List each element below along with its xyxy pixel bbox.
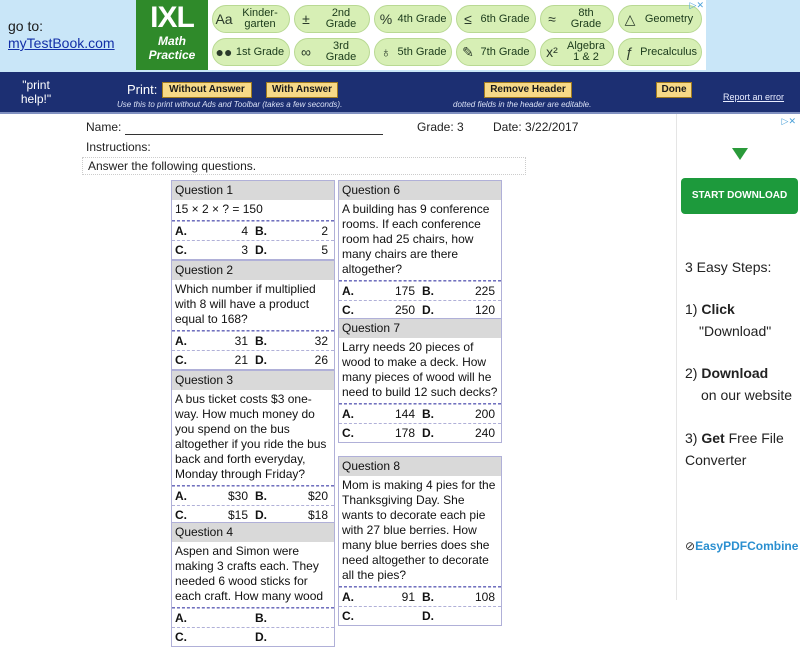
answer-value: $15 xyxy=(227,508,248,522)
down-arrow-icon xyxy=(732,148,748,160)
start-download-button[interactable]: START DOWNLOAD xyxy=(681,178,798,214)
question-box xyxy=(338,180,502,320)
ad-step-1-detail: "Download" xyxy=(699,323,772,339)
ad-step-3 xyxy=(685,427,797,471)
answer-value: 200 xyxy=(474,407,495,421)
answer-letter: A. xyxy=(175,489,187,503)
grade-link-label: 5th Grade xyxy=(397,45,447,58)
answer-value: $18 xyxy=(307,508,328,522)
ixl-logo-subtitle: Math Practice xyxy=(148,34,196,62)
question-box xyxy=(171,180,335,260)
ad-brand-name: EasyPDFCombine xyxy=(695,539,799,553)
question-title: Question 8 xyxy=(339,457,501,476)
grade-link-7[interactable] xyxy=(294,38,370,66)
print-toolbar xyxy=(0,72,800,114)
question-text: Larry needs 20 pieces of wood to make a deck. How many pieces of wood will he need to build 12 such decks? xyxy=(339,338,501,404)
question-title: Question 1 xyxy=(172,181,334,200)
top-banner xyxy=(0,0,800,72)
answer-letter: B. xyxy=(255,334,267,348)
grade-link-8[interactable] xyxy=(374,38,452,66)
grade-link-label: 7th Grade xyxy=(480,45,530,58)
letters-icon: Aa xyxy=(215,10,233,27)
answer-row xyxy=(339,587,501,606)
ad-step-1 xyxy=(685,298,771,342)
answer-value: $30 xyxy=(227,489,248,503)
function-icon: ƒ xyxy=(625,43,634,60)
ad-step-2-detail: on our website xyxy=(701,387,793,403)
grade-link-label: 6th Grade xyxy=(480,12,530,25)
question-text: A bus ticket costs $3 one-way. How much money do you spend on the bus altogether if you ride the bus back and forth everyday, Monday through Friday? xyxy=(172,390,334,486)
ad-step-2-number: 2) xyxy=(685,365,698,381)
answer-letter: B. xyxy=(422,284,434,298)
grade-link-2[interactable] xyxy=(374,5,452,33)
name-field[interactable] xyxy=(125,134,383,135)
answer-row xyxy=(339,300,501,319)
answer-letter: C. xyxy=(342,303,354,317)
answer-letter: A. xyxy=(175,334,187,348)
answer-letter: D. xyxy=(422,426,434,440)
answer-letter: C. xyxy=(175,353,187,367)
print-label: Print: xyxy=(127,82,158,97)
question-text: Which number if multiplied with 8 will have a product equal to 168? xyxy=(172,280,334,331)
question-text: Mom is making 4 pies for the Thanksgiving Day. She wants to decorate each pie with 27 blue berries. How many blue berries does she need altogether to decorate all the pies? xyxy=(339,476,501,587)
pencil-icon: ✎ xyxy=(462,43,474,60)
answer-row xyxy=(172,221,334,240)
goto-label: go to: xyxy=(8,18,44,34)
grade-link-10[interactable] xyxy=(540,38,614,66)
ad-step-2 xyxy=(685,362,792,406)
ad-step-3-detail: Free File Converter xyxy=(685,430,784,468)
answer-letter: D. xyxy=(255,353,267,367)
answer-letter: D. xyxy=(422,609,434,623)
triangle-icon: △ xyxy=(624,10,636,27)
answer-letter: B. xyxy=(422,590,434,604)
print-with-answer-button[interactable]: With Answer xyxy=(266,82,338,98)
done-button[interactable]: Done xyxy=(656,82,692,98)
dots-icon: ●● xyxy=(215,43,233,60)
exponent-icon: x² xyxy=(546,43,558,60)
report-error-link[interactable]: Report an error xyxy=(723,92,785,102)
answer-letter: B. xyxy=(255,611,267,625)
answer-letter: D. xyxy=(255,243,267,257)
answer-value: $20 xyxy=(307,489,328,503)
name-label: Name: xyxy=(86,120,122,134)
grade-field[interactable]: Grade: 3 xyxy=(417,120,464,134)
answer-value: 240 xyxy=(474,426,495,440)
grade-link-9[interactable] xyxy=(456,38,536,66)
answer-value: 26 xyxy=(314,353,328,367)
question-text: Aspen and Simon were making 3 crafts each. They needed 6 wood sticks for each craft. How many wood xyxy=(172,542,334,608)
grade-link-label: 1st Grade xyxy=(235,45,285,58)
ad-step-2-action: Download xyxy=(701,365,769,381)
instructions-field[interactable]: Answer the following questions. xyxy=(82,157,526,175)
answer-letter: A. xyxy=(342,284,354,298)
answer-value: 21 xyxy=(234,353,248,367)
approx-icon: ≈ xyxy=(548,10,556,27)
answer-value: 250 xyxy=(394,303,415,317)
question-box xyxy=(338,456,502,626)
answer-value: 144 xyxy=(394,407,415,421)
grade-link-label: 8th Grade xyxy=(570,7,602,30)
answer-letter: D. xyxy=(255,508,267,522)
ad-brand xyxy=(685,539,798,553)
grade-link-1[interactable] xyxy=(294,5,370,33)
answer-letter: C. xyxy=(175,508,187,522)
answer-letter: C. xyxy=(175,630,187,644)
answer-row xyxy=(172,608,334,627)
percent-icon: % xyxy=(379,10,393,27)
infinity-icon: ∞ xyxy=(301,43,311,60)
grade-link-label: Kinder-garten xyxy=(242,7,278,30)
answer-letter: A. xyxy=(342,407,354,421)
question-box xyxy=(338,318,502,443)
answer-row xyxy=(172,331,334,350)
instructions-label: Instructions: xyxy=(86,140,151,154)
ixl-logo[interactable] xyxy=(136,0,208,70)
answer-letter: B. xyxy=(422,407,434,421)
question-title: Question 4 xyxy=(172,523,334,542)
answer-row xyxy=(339,423,501,442)
grade-link-11[interactable] xyxy=(618,38,702,66)
remove-header-button[interactable]: Remove Header xyxy=(484,82,572,98)
ad-choices-icon[interactable]: ▷✕ xyxy=(781,116,796,126)
question-title: Question 3 xyxy=(172,371,334,390)
answer-letter: C. xyxy=(342,609,354,623)
header-note: dotted fields in the header are editable. xyxy=(453,100,592,109)
answer-row xyxy=(172,350,334,369)
question-title: Question 6 xyxy=(339,181,501,200)
question-box xyxy=(171,260,335,370)
answer-row xyxy=(339,404,501,423)
worksheet xyxy=(0,114,672,644)
answer-letter: D. xyxy=(255,630,267,644)
ad-choices-icon[interactable]: ▷✕ xyxy=(689,0,704,10)
grade-link-label: 3rd Grade xyxy=(325,40,357,63)
answer-value: 31 xyxy=(234,334,248,348)
answer-value: 175 xyxy=(394,284,415,298)
question-text: 15 × 2 × ? = 150 xyxy=(172,200,334,221)
grade-links xyxy=(208,0,706,70)
mytestbook-link[interactable]: myTestBook.com xyxy=(8,35,115,51)
brand-logo-icon: ⊘ xyxy=(685,539,696,553)
ad-step-3-action: Get xyxy=(701,430,725,446)
answer-value: 178 xyxy=(394,426,415,440)
question-box xyxy=(171,522,335,647)
grade-link-6[interactable] xyxy=(212,38,290,66)
question-title: Question 7 xyxy=(339,319,501,338)
ad-step-1-action: Click xyxy=(701,301,735,317)
answer-row xyxy=(339,281,501,300)
grade-link-label: Algebra 1 & 2 xyxy=(567,40,605,63)
answer-value: 225 xyxy=(474,284,495,298)
right-ad[interactable] xyxy=(676,114,800,600)
print-note: Use this to print without Ads and Toolbar (takes a few seconds). xyxy=(117,100,343,109)
answer-letter: B. xyxy=(255,224,267,238)
answer-letter: A. xyxy=(175,224,187,238)
date-field[interactable]: Date: 3/22/2017 xyxy=(493,120,579,134)
ad-step-3-number: 3) xyxy=(685,430,698,446)
answer-value: 3 xyxy=(241,243,248,257)
answer-value: 91 xyxy=(401,590,415,604)
print-help-link[interactable]: "print help!" xyxy=(20,78,52,106)
grade-link-0[interactable] xyxy=(212,5,290,33)
goto-block xyxy=(8,18,115,52)
print-without-answer-button[interactable]: Without Answer xyxy=(162,82,252,98)
ad-steps-title: 3 Easy Steps: xyxy=(685,259,772,275)
answer-value: 4 xyxy=(241,224,248,238)
answer-letter: C. xyxy=(342,426,354,440)
answer-value: 108 xyxy=(474,590,495,604)
question-text: A building has 9 conference rooms. If each conference room had 25 chairs, how many chairs are there altogether? xyxy=(339,200,501,281)
grade-link-label: 4th Grade xyxy=(397,12,447,25)
ixl-logo-text: IXL xyxy=(150,1,194,34)
answer-letter: A. xyxy=(175,611,187,625)
plus-minus-icon: ± xyxy=(302,10,310,27)
grade-link-label: 2nd Grade xyxy=(325,7,357,30)
answer-value: 2 xyxy=(321,224,328,238)
grade-link-label: Geometry xyxy=(644,12,694,25)
answer-letter: D. xyxy=(422,303,434,317)
grade-link-4[interactable] xyxy=(540,5,614,33)
answer-row xyxy=(172,627,334,646)
answer-letter: A. xyxy=(342,590,354,604)
ad-step-1-number: 1) xyxy=(685,301,698,317)
grade-link-3[interactable] xyxy=(456,5,536,33)
answer-row xyxy=(339,606,501,625)
answer-row xyxy=(172,486,334,505)
question-title: Question 2 xyxy=(172,261,334,280)
question-box xyxy=(171,370,335,525)
apple-icon: ♁ xyxy=(380,43,392,60)
grade-link-label: Precalculus xyxy=(640,45,697,58)
answer-value: 32 xyxy=(314,334,328,348)
answer-row xyxy=(172,240,334,259)
answer-value: 5 xyxy=(321,243,328,257)
answer-value: 120 xyxy=(474,303,495,317)
answer-letter: B. xyxy=(255,489,267,503)
answer-letter: C. xyxy=(175,243,187,257)
less-equal-icon: ≤ xyxy=(464,10,472,27)
